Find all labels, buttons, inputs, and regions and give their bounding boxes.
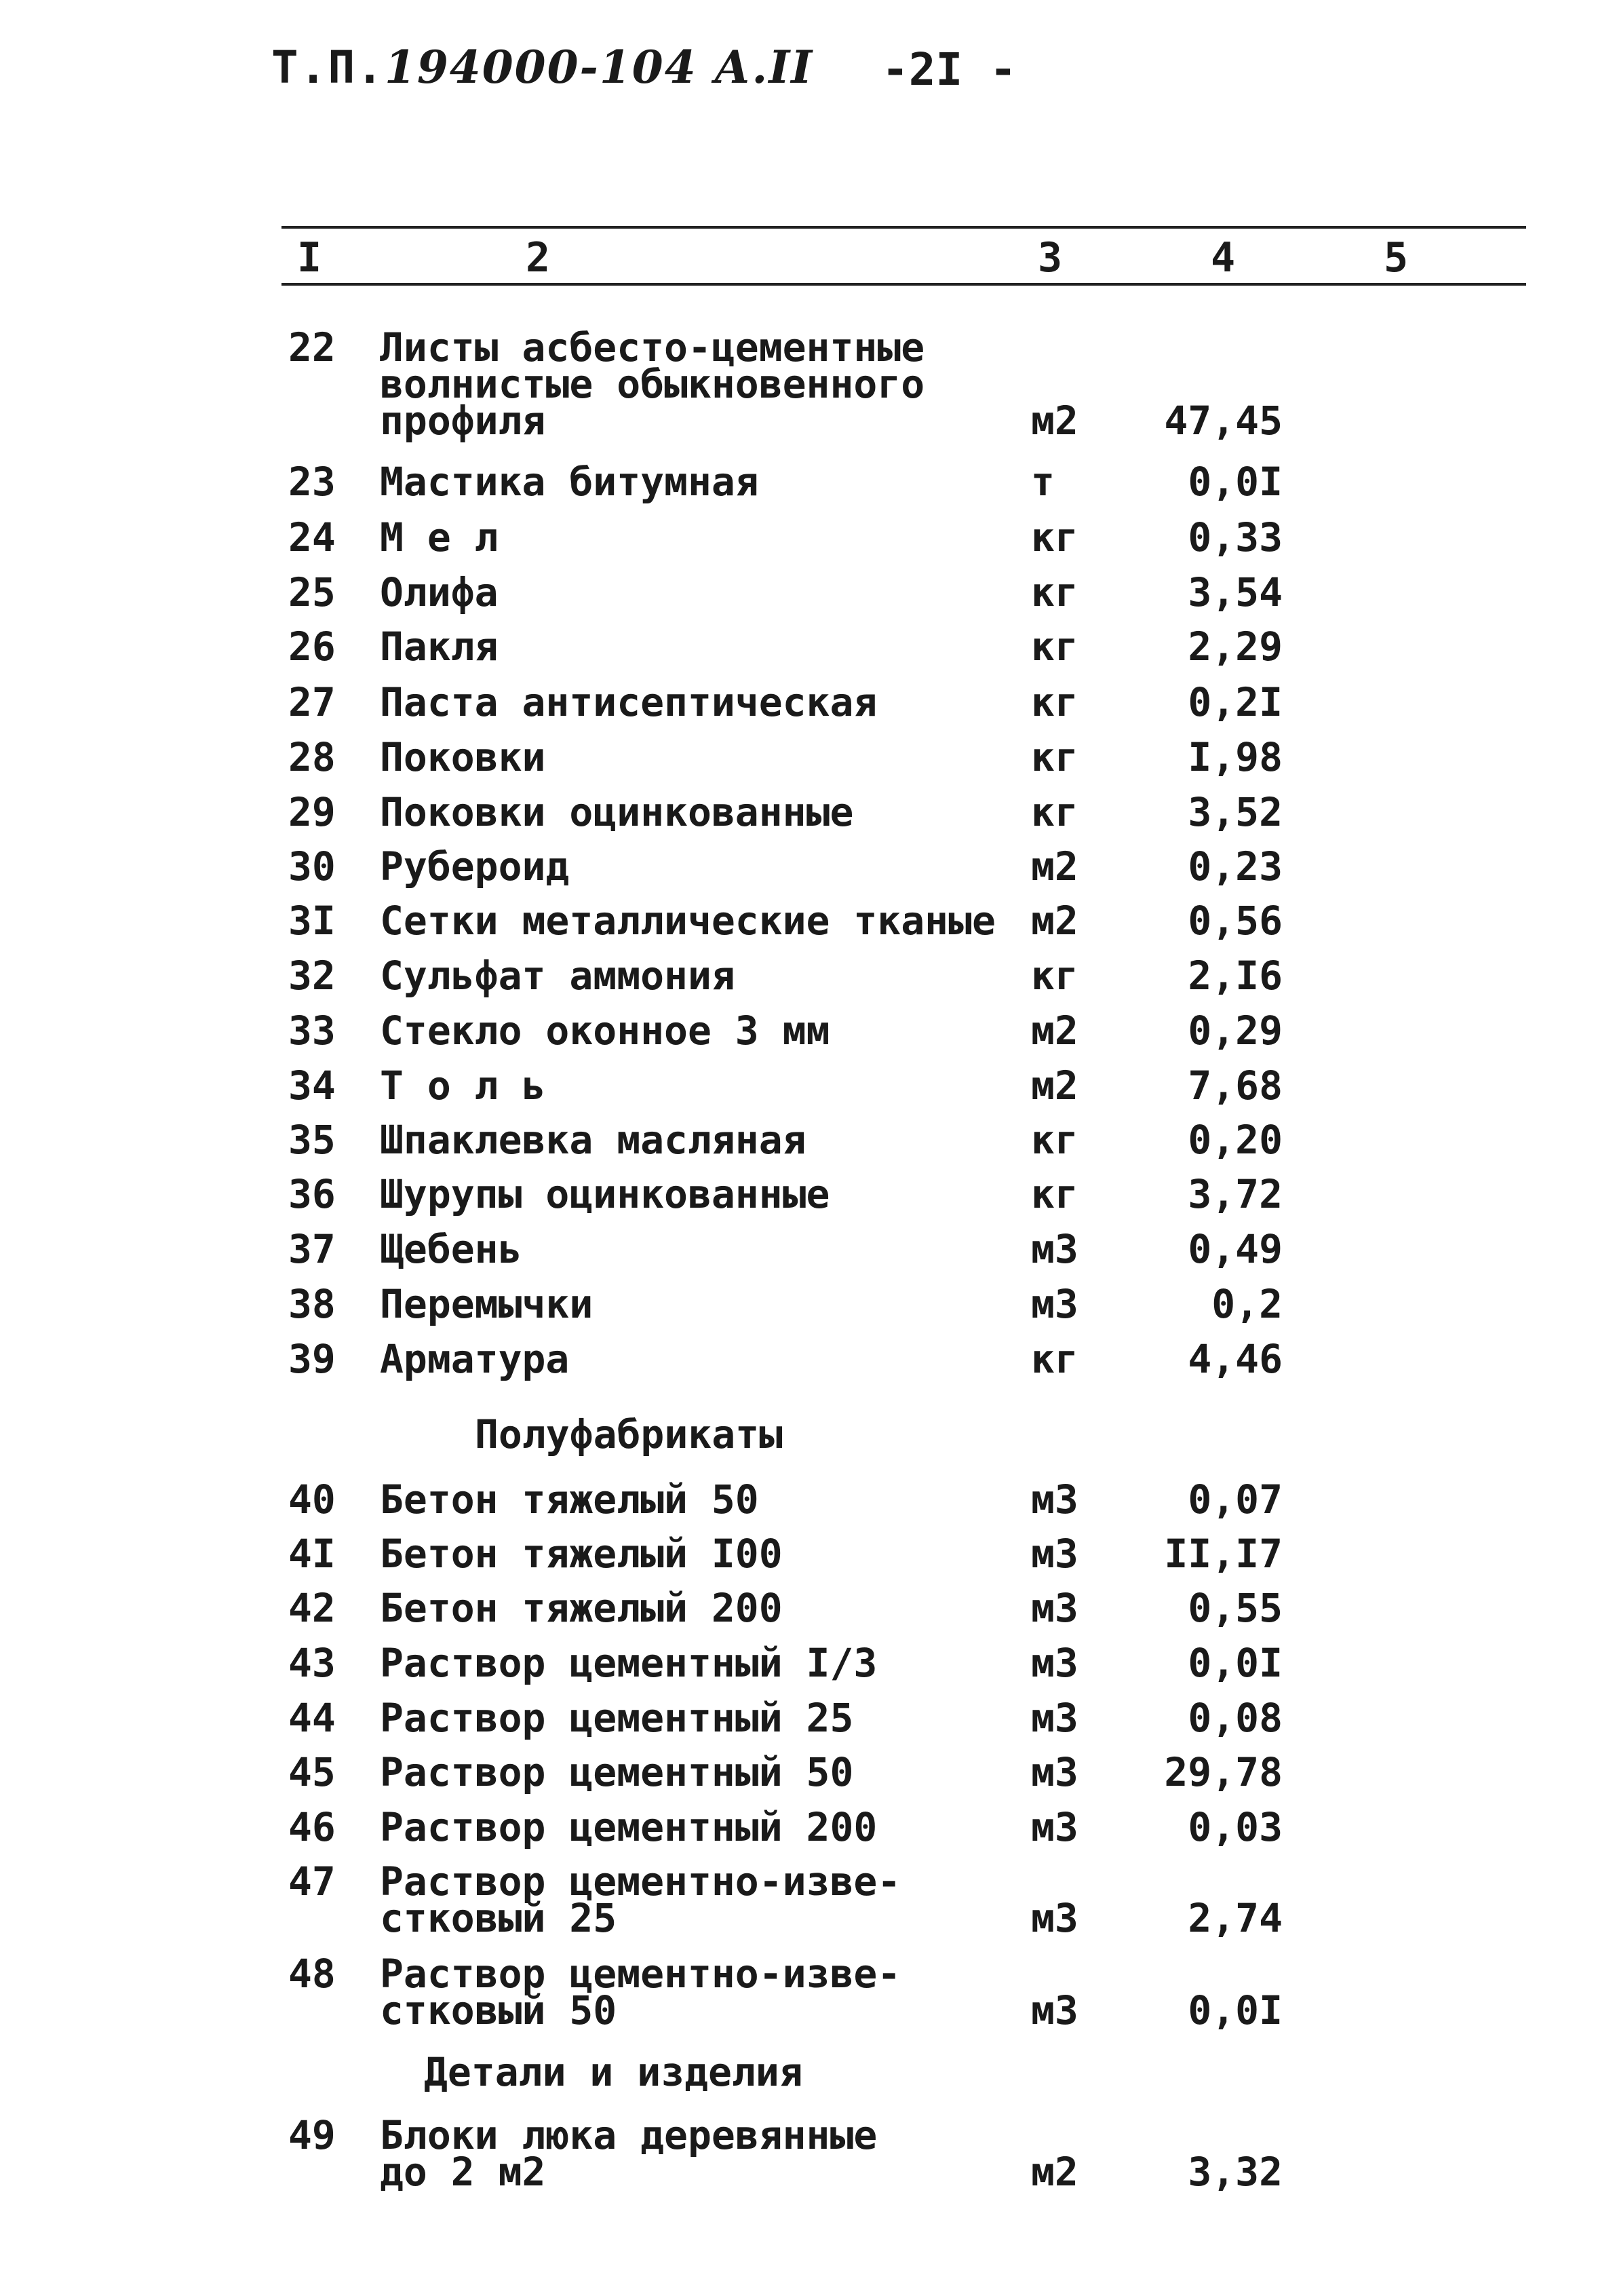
row-quantity: 3,54: [1188, 569, 1283, 615]
row-unit: кг: [1031, 1117, 1078, 1163]
row-number: 26: [288, 624, 336, 670]
row-item-name: Поковки: [380, 734, 546, 780]
column-header-1: I: [297, 234, 322, 282]
row-quantity: 0,0I: [1188, 1640, 1283, 1686]
row-unit: м3: [1031, 1749, 1078, 1795]
row-unit: т: [1031, 459, 1055, 505]
row-unit: кг: [1031, 569, 1078, 615]
row-number: 39: [288, 1336, 336, 1382]
row-number: 40: [288, 1476, 336, 1523]
row-quantity: 0,55: [1188, 1585, 1283, 1631]
row-unit: м2: [1031, 843, 1078, 889]
row-item-name: Щебень: [380, 1226, 522, 1272]
row-quantity: 0,03: [1188, 1804, 1283, 1850]
row-quantity: 0,56: [1188, 898, 1283, 944]
row-number: 29: [288, 789, 336, 835]
row-number: 22: [288, 324, 336, 370]
row-unit: м3: [1031, 1895, 1078, 1941]
row-number: 45: [288, 1749, 336, 1795]
row-item-name: Стекло оконное 3 мм: [380, 1008, 830, 1054]
column-header-2: 2: [526, 234, 551, 282]
row-number: 4I: [288, 1531, 336, 1577]
row-item-name: Перемычки: [380, 1281, 594, 1327]
row-number: 24: [288, 514, 336, 560]
row-unit: кг: [1031, 1171, 1078, 1217]
section-title-parts: Детали и изделия: [424, 2049, 803, 2095]
row-quantity: 0,29: [1188, 1008, 1283, 1054]
row-item-name: Бетон тяжелый 50: [380, 1476, 759, 1523]
row-item-name: Т о л ь: [380, 1063, 546, 1109]
row-number: 35: [288, 1117, 336, 1163]
row-number: 43: [288, 1640, 336, 1686]
row-unit: м2: [1031, 1008, 1078, 1054]
row-unit: м2: [1031, 2149, 1078, 2195]
row-unit: кг: [1031, 789, 1078, 835]
row-quantity: 4,46: [1188, 1336, 1283, 1382]
row-item-name: Пакля: [380, 624, 499, 670]
row-number: 32: [288, 953, 336, 999]
document-code-handwritten: 194000-104 А.II: [384, 41, 814, 94]
row-unit: м3: [1031, 1804, 1078, 1850]
row-unit: м2: [1031, 898, 1078, 944]
row-item-name: Бетон тяжелый I00: [380, 1531, 783, 1577]
row-unit: кг: [1031, 734, 1078, 780]
row-item-name: Мастика битумная: [380, 459, 759, 505]
row-number: 27: [288, 679, 336, 725]
table-header-rule: [281, 283, 1526, 286]
page-number: -2I -: [882, 43, 1017, 96]
row-item-name: Бетон тяжелый 200: [380, 1585, 783, 1631]
table-top-rule: [281, 226, 1526, 229]
row-unit: кг: [1031, 624, 1078, 670]
row-number: 42: [288, 1585, 336, 1631]
row-item-name: Шурупы оцинкованные: [380, 1171, 830, 1217]
column-header-5: 5: [1384, 234, 1409, 282]
row-number: 30: [288, 843, 336, 889]
row-quantity: 0,33: [1188, 514, 1283, 560]
row-unit: м3: [1031, 1695, 1078, 1741]
row-item-name: Сульфат аммония: [380, 953, 735, 999]
row-item-name: Шпаклевка масляная: [380, 1117, 806, 1163]
row-quantity: 29,78: [1164, 1749, 1283, 1795]
row-unit: м2: [1031, 398, 1078, 444]
document-code: [271, 41, 813, 94]
row-unit: м3: [1031, 1531, 1078, 1577]
row-quantity: 2,29: [1188, 624, 1283, 670]
row-number: 23: [288, 459, 336, 505]
row-item-name: Раствор цементный 50: [380, 1749, 854, 1795]
row-number: 3I: [288, 898, 336, 944]
row-unit: м3: [1031, 1987, 1078, 2033]
row-item-name: Раствор цементно-изве- стковый 25: [380, 1858, 901, 1941]
row-item-name: Олифа: [380, 569, 499, 615]
row-item-name: Листы асбесто-цементные волнистые обыкновенного профиля: [380, 324, 925, 444]
row-quantity: 0,2: [1211, 1281, 1283, 1327]
row-quantity: 2,I6: [1188, 953, 1283, 999]
row-item-name: Раствор цементный I/3: [380, 1640, 878, 1686]
row-number: 44: [288, 1695, 336, 1741]
row-number: 47: [288, 1858, 336, 1905]
row-quantity: 2,74: [1188, 1895, 1283, 1941]
row-quantity: 0,49: [1188, 1226, 1283, 1272]
row-unit: м3: [1031, 1226, 1078, 1272]
row-unit: кг: [1031, 1336, 1078, 1382]
row-quantity: 0,20: [1188, 1117, 1283, 1163]
row-quantity: 3,52: [1188, 789, 1283, 835]
row-number: 36: [288, 1171, 336, 1217]
row-unit: кг: [1031, 679, 1078, 725]
row-item-name: Паста антисептическая: [380, 679, 878, 725]
row-number: 28: [288, 734, 336, 780]
row-unit: м2: [1031, 1063, 1078, 1109]
row-item-name: Раствор цементно-изве- стковый 50: [380, 1951, 901, 2033]
column-header-4: 4: [1211, 234, 1236, 282]
row-number: 46: [288, 1804, 336, 1850]
row-quantity: 0,0I: [1188, 1987, 1283, 2033]
row-unit: м3: [1031, 1585, 1078, 1631]
row-quantity: 0,08: [1188, 1695, 1283, 1741]
row-number: 37: [288, 1226, 336, 1272]
row-unit: м3: [1031, 1281, 1078, 1327]
document-code-prefix: Т.П.: [271, 41, 385, 94]
row-item-name: Рубероид: [380, 843, 570, 889]
row-quantity: 0,0I: [1188, 459, 1283, 505]
row-item-name: Блоки люка деревянные до 2 м2: [380, 2112, 878, 2195]
row-number: 33: [288, 1008, 336, 1054]
row-quantity: 0,2I: [1188, 679, 1283, 725]
row-number: 25: [288, 569, 336, 615]
row-quantity: 0,07: [1188, 1476, 1283, 1523]
row-unit: кг: [1031, 514, 1078, 560]
row-item-name: Поковки оцинкованные: [380, 789, 854, 835]
row-unit: м3: [1031, 1476, 1078, 1523]
row-number: 49: [288, 2112, 336, 2158]
section-title-semi-products: Полуфабрикаты: [475, 1411, 783, 1457]
row-unit: кг: [1031, 953, 1078, 999]
row-item-name: Раствор цементный 200: [380, 1804, 878, 1850]
row-quantity: 3,32: [1188, 2149, 1283, 2195]
row-quantity: 0,23: [1188, 843, 1283, 889]
row-item-name: Сетки металлические тканые: [380, 898, 996, 944]
column-header-3: 3: [1038, 234, 1063, 282]
row-number: 34: [288, 1063, 336, 1109]
row-number: 48: [288, 1951, 336, 1997]
row-unit: м3: [1031, 1640, 1078, 1686]
row-quantity: 7,68: [1188, 1063, 1283, 1109]
row-item-name: Раствор цементный 25: [380, 1695, 854, 1741]
row-item-name: М е л: [380, 514, 499, 560]
row-number: 38: [288, 1281, 336, 1327]
row-quantity: 47,45: [1164, 398, 1283, 444]
row-quantity: II,I7: [1164, 1531, 1283, 1577]
row-quantity: 3,72: [1188, 1171, 1283, 1217]
row-item-name: Арматура: [380, 1336, 570, 1382]
row-quantity: I,98: [1188, 734, 1283, 780]
